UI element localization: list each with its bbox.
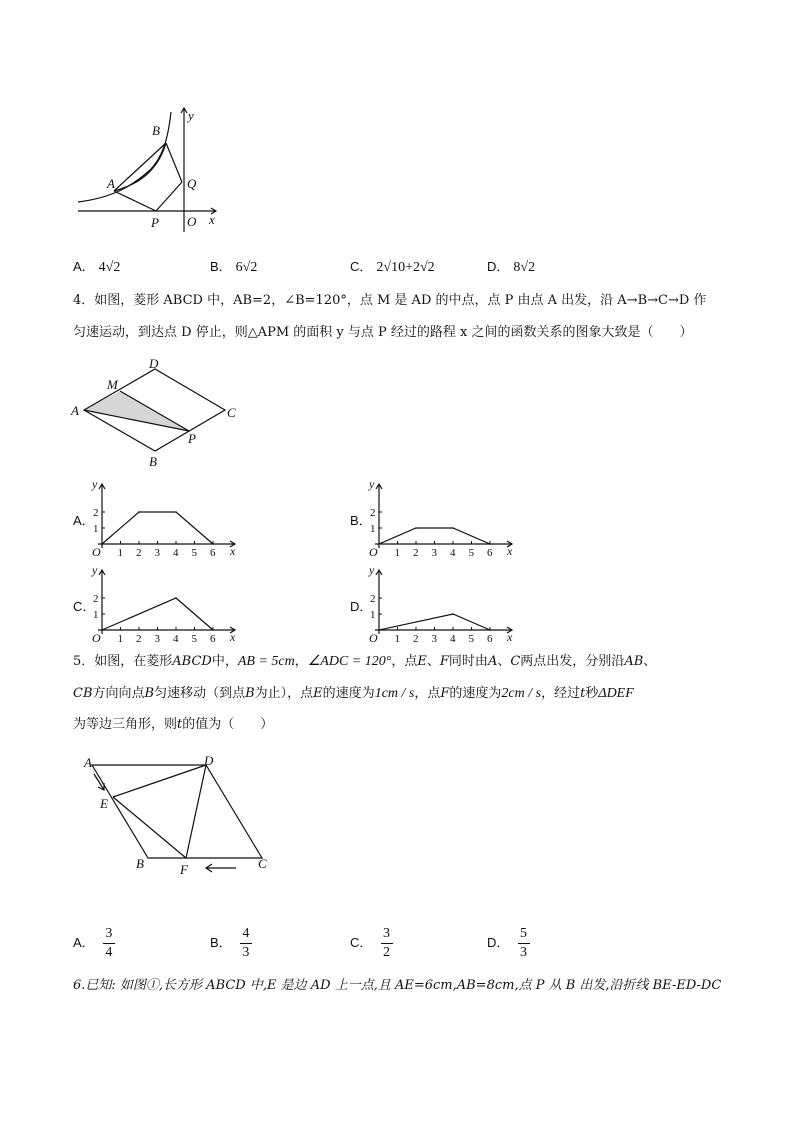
q4-option-c-label[interactable]: C． <box>73 599 96 614</box>
q5-option-d[interactable]: D． $\frac{5}{3}$ <box>487 926 530 961</box>
x-tick-label: 2 <box>136 547 142 556</box>
q3-label-Q: Q <box>187 176 197 191</box>
y-axis-label: y <box>92 564 98 577</box>
x-tick-label: 1 <box>117 547 123 556</box>
x-tick-label: 5 <box>191 633 197 642</box>
q5-option-a[interactable]: A． $\frac{3}{4}$ <box>73 926 115 961</box>
x-tick-label: 1 <box>394 633 400 642</box>
q5-option-a-fraction: $\frac{3}{4}$ <box>103 926 115 961</box>
y-axis-label: y <box>369 564 375 577</box>
q4-option-b-label[interactable]: B． <box>350 513 372 528</box>
q4-text-line1: 4．如图，菱形 ABCD 中，AB=2，∠B=120°，点 M 是 AD 的中点，点 P 由点 A 出发，沿 A→B→C→D 作 <box>73 293 707 308</box>
x-tick-label: 6 <box>210 633 216 642</box>
q4-label-A: A <box>71 403 79 418</box>
x-tick-label: 6 <box>487 633 493 642</box>
x-tick-label: 1 <box>117 633 123 642</box>
y-axis-label: y <box>369 478 375 491</box>
graph-a-point <box>212 543 214 545</box>
x-tick-label: 3 <box>154 547 160 556</box>
x-tick-label: 4 <box>450 633 456 642</box>
q5-label-C: C <box>258 856 267 871</box>
x-tick-label: 5 <box>468 633 474 642</box>
q4-text-line2: 匀速运动，到达点 D 停止，则△APM 的面积 y 与点 P 经过的路程 x 之间的函数关系的图象大致是（ ） <box>73 325 693 340</box>
x-tick-label: 2 <box>413 547 419 556</box>
q3-label-P: P <box>151 215 159 230</box>
x-axis-label: x <box>507 544 513 556</box>
y-tick-label: 1 <box>370 523 376 535</box>
x-tick-label: 1 <box>394 547 400 556</box>
origin-label: O <box>92 631 101 642</box>
x-tick-label: 6 <box>487 547 493 556</box>
origin-label: O <box>369 631 378 642</box>
x-tick-label: 5 <box>468 547 474 556</box>
x-tick-label: 3 <box>154 633 160 642</box>
q3-label-y: y <box>188 108 194 123</box>
q4-graph-b <box>367 478 517 556</box>
q4-label-P: P <box>188 431 196 446</box>
q5-label-A: A <box>84 755 92 770</box>
x-axis-label: x <box>230 544 236 556</box>
q4-graph-a <box>90 478 240 556</box>
q5-label-B: B <box>136 856 144 871</box>
graph-b-point <box>489 543 491 545</box>
q3-option-a[interactable]: A． 4√2 <box>73 259 121 275</box>
x-tick-label: 3 <box>431 547 437 556</box>
graph-d-point <box>378 629 380 631</box>
q3-label-A: A <box>107 176 115 191</box>
q4-graph-d <box>367 564 517 642</box>
graph-b-point <box>452 527 454 529</box>
q4-shaded-triangle <box>84 391 189 431</box>
q5-option-c-fraction: $\frac{3}{2}$ <box>381 926 393 961</box>
graph-d-point <box>452 613 454 615</box>
x-tick-label: 3 <box>431 633 437 642</box>
q3-option-b[interactable]: B． 6√2 <box>210 259 258 275</box>
x-tick-label: 6 <box>210 547 216 556</box>
q5-label-D: D <box>204 753 214 768</box>
q5-option-b[interactable]: B． $\frac{4}{3}$ <box>210 926 252 961</box>
y-tick-label: 1 <box>370 609 376 621</box>
q4-label-C: C <box>227 405 236 420</box>
q5-text-line1: 5．如图，在菱形ABCD中，AB = 5cm，∠ADC = 120°，点E、F同时由A、C两点出发，分别沿AB、 <box>73 654 657 669</box>
x-tick-label: 4 <box>173 547 179 556</box>
q5-label-F: F <box>180 862 188 877</box>
q5-option-d-fraction: $\frac{5}{3}$ <box>518 926 530 961</box>
q3-label-x: x <box>209 212 215 227</box>
graph-a-line <box>102 512 213 544</box>
q3-option-d[interactable]: D． 8√2 <box>487 259 536 275</box>
y-axis-label: y <box>92 478 98 491</box>
x-axis-label: x <box>230 630 236 642</box>
y-tick-label: 2 <box>370 593 376 605</box>
q4-label-D: D <box>149 356 159 371</box>
q3-figure <box>70 100 230 235</box>
q4-option-d-label[interactable]: D． <box>350 599 373 614</box>
q4-label-B: B <box>149 454 157 469</box>
y-tick-label: 1 <box>93 523 99 535</box>
x-tick-label: 2 <box>136 633 142 642</box>
x-tick-label: 2 <box>413 633 419 642</box>
graph-b-point <box>378 543 380 545</box>
q5-rhombus-figure <box>78 750 278 878</box>
q4-label-M: M <box>107 377 118 392</box>
graph-c-point <box>212 629 214 631</box>
x-tick-label: 4 <box>173 633 179 642</box>
q4-rhombus-figure <box>65 355 250 470</box>
x-tick-label: 4 <box>450 547 456 556</box>
graph-a-point <box>138 511 140 513</box>
q5-option-c[interactable]: C． $\frac{3}{2}$ <box>350 926 393 961</box>
q5-text-line3: 为等边三角形，则t的值为（ ） <box>73 717 274 732</box>
graph-c-point <box>175 597 177 599</box>
q5-rhombus <box>92 765 262 858</box>
graph-d-point <box>489 629 491 631</box>
y-tick-label: 2 <box>93 593 99 605</box>
q5-text-line2: CB方向向点B匀速移动（到点B为止），点E的速度为1cm / s，点F的速度为2cm / s，经过t秒ΔDEF <box>73 686 634 701</box>
q3-label-O: O <box>187 214 197 229</box>
graph-c-line <box>102 598 213 630</box>
origin-label: O <box>92 545 101 556</box>
q4-graph-c <box>90 564 240 642</box>
q3-label-B: B <box>152 123 160 138</box>
graph-a-point <box>101 543 103 545</box>
y-tick-label: 2 <box>93 507 99 519</box>
x-axis-label: x <box>507 630 513 642</box>
y-tick-label: 1 <box>93 609 99 621</box>
graph-c-point <box>101 629 103 631</box>
graph-b-point <box>415 527 417 529</box>
graph-a-point <box>175 511 177 513</box>
x-tick-label: 5 <box>191 547 197 556</box>
q5-label-E: E <box>100 796 108 811</box>
origin-label: O <box>369 545 378 556</box>
q4-option-a-label[interactable]: A． <box>73 513 95 528</box>
q3-option-c[interactable]: C． 2√10+2√2 <box>350 259 435 275</box>
q6-text-line1: 6.已知: 如图①,长方形 ABCD 中,E 是边 AD 上一点,且 AE=6cm,AB=8cm,点 P 从 B 出发,沿折线 BE-ED-DC <box>73 978 722 993</box>
q5-option-b-fraction: $\frac{4}{3}$ <box>240 926 252 961</box>
y-tick-label: 2 <box>370 507 376 519</box>
